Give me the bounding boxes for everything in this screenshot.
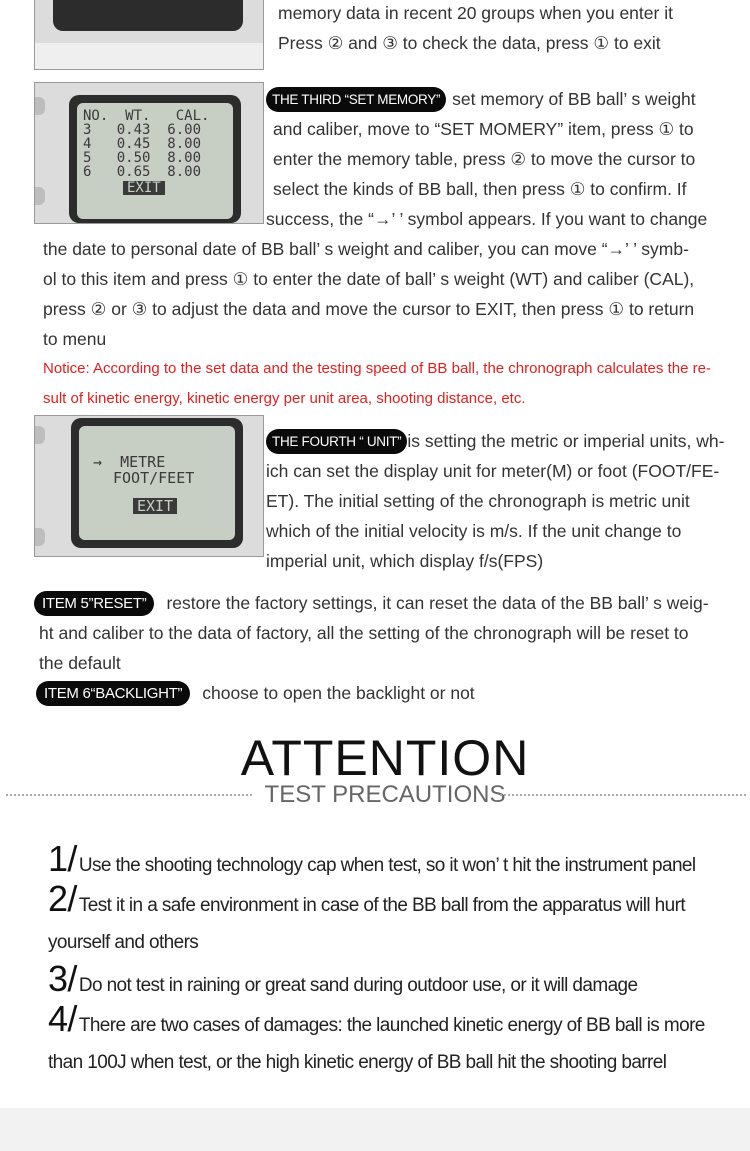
notice-line-1: Notice: According to the set data and the testing speed of BB ball, the chronograph calculates the re- xyxy=(43,360,711,377)
set-memory-line-1: THE THIRD “SET MEMORY” set memory of BB ball’ s weight xyxy=(266,84,696,114)
set-memory-line-5: success, the “→’ ’ symbol appears. If you want to change xyxy=(266,209,708,229)
lcd-unit-row-1: → METRE xyxy=(93,453,166,471)
lcd-row: 3 0.43 6.00 xyxy=(83,122,202,138)
set-memory-line-7: ol to this item and press ① to enter the date of ball’ s weight (WT) and caliber (CAL), xyxy=(43,269,695,289)
unit-line-3: ET). The initial setting of the chronograph is metric unit xyxy=(266,491,690,511)
backlight-badge: ITEM 6“BACKLIGHT” xyxy=(36,681,190,706)
lcd-header: NO. WT. CAL. xyxy=(83,108,210,124)
lcd-row: 5 0.50 8.00 xyxy=(83,150,202,166)
chronograph-device-image-set-memory xyxy=(34,82,264,224)
set-memory-line-8: press ② or ③ to adjust the data and move the cursor to EXIT, then press ① to return xyxy=(43,299,695,319)
set-memory-line-9: to menu xyxy=(43,329,107,349)
precaution-item-4-cont: than 100J when test, or the high kinetic energy of BB ball hit the shooting barrel xyxy=(48,1052,667,1073)
set-memory-line-4: select the kinds of BB ball, then press ① to confirm. If xyxy=(273,179,687,199)
lcd-row: 4 0.45 8.00 xyxy=(83,136,202,152)
unit-line-1: THE FOURTH “ UNIT” is setting the metric or imperial units, wh- xyxy=(266,426,724,456)
lcd-unit-row-2: FOOT/FEET xyxy=(113,469,195,487)
unit-line-5: imperial unit, which display f/s(FPS) xyxy=(266,551,544,571)
precaution-item-3: 3/ Do not test in raining or great sand during outdoor use, or it will damage xyxy=(48,958,638,999)
backlight-line: ITEM 6“BACKLIGHT” choose to open the backlight or not xyxy=(36,678,475,708)
reset-line-2: ht and caliber to the data of factory, all the setting of the chronograph will be reset to xyxy=(39,623,689,643)
memory-data-line-1: memory data in recent 20 groups when you enter it xyxy=(278,3,673,23)
divider-right xyxy=(500,794,746,796)
reset-line-3: the default xyxy=(39,653,121,673)
precaution-item-1: 1/ Use the shooting technology cap when test, so it won’ t hit the instrument panel xyxy=(48,838,696,879)
set-memory-badge: THE THIRD “SET MEMORY” xyxy=(266,87,446,112)
attention-subtitle: TEST PRECAUTIONS xyxy=(264,781,506,808)
lcd-exit-label: EXIT xyxy=(123,181,165,195)
precaution-item-4: 4/ There are two cases of damages: the launched kinetic energy of BB ball is more xyxy=(48,998,705,1039)
set-memory-line-3: enter the memory table, press ② to move the cursor to xyxy=(273,149,696,169)
unit-badge: THE FOURTH “ UNIT” xyxy=(266,429,407,454)
chronograph-device-image-top xyxy=(34,0,264,70)
notice-line-2: sult of kinetic energy, kinetic energy per unit area, shooting distance, etc. xyxy=(43,390,526,407)
unit-line-4: which of the initial velocity is m/s. If the unit change to xyxy=(266,521,682,541)
unit-line-2: ich can set the display unit for meter(M) or foot (FOOT/FE- xyxy=(266,461,720,481)
memory-data-line-2: Press ② and ③ to check the data, press ① to exit xyxy=(278,33,661,53)
precaution-item-2: 2/ Test it in a safe environment in case of the BB ball from the apparatus will hurt xyxy=(48,878,686,919)
reset-badge: ITEM 5”RESET” xyxy=(34,591,154,616)
chronograph-device-image-unit xyxy=(34,415,264,557)
reset-line-1: ITEM 5”RESET” restore the factory settings, it can reset the data of the BB ball’ s weig- xyxy=(34,588,709,618)
precaution-item-2-cont: yourself and others xyxy=(48,932,199,953)
set-memory-line-2: and caliber, move to “SET MOMERY” item, press ① to xyxy=(273,119,694,139)
set-memory-line-6: the date to personal date of BB ball’ s weight and caliber, you can move “→’ ’ symb- xyxy=(43,239,689,259)
lcd-row: 6 0.65 8.00 xyxy=(83,164,202,180)
attention-title: ATTENTION xyxy=(240,730,530,786)
lcd-exit-label: EXIT xyxy=(133,498,177,514)
footer-band xyxy=(0,1108,750,1151)
